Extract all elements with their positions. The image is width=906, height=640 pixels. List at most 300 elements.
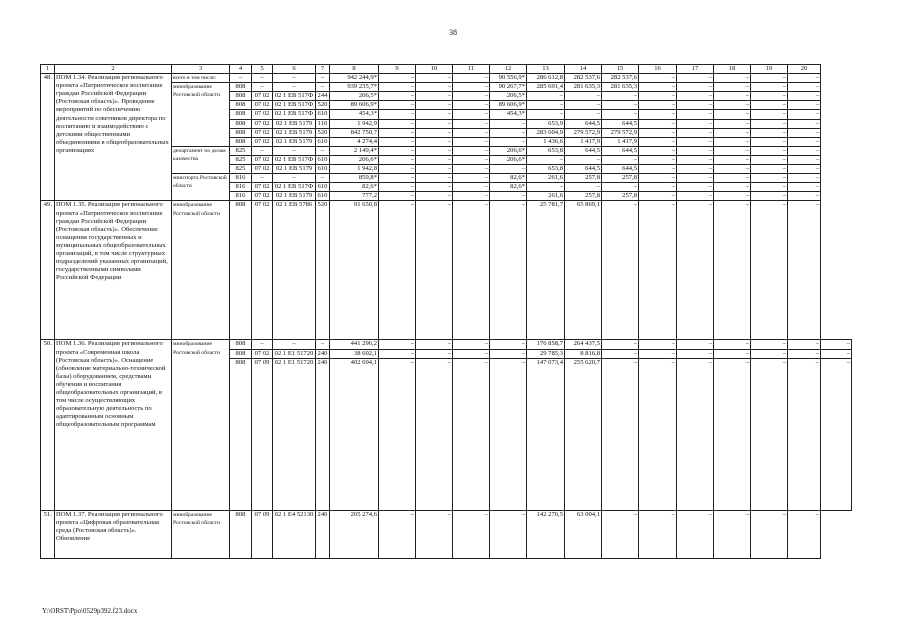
- value-cell: –: [751, 92, 788, 101]
- value-cell: –: [416, 192, 453, 201]
- value-cell: –: [788, 510, 821, 558]
- value-cell: –: [751, 201, 788, 340]
- value-cell: –: [788, 201, 821, 340]
- value-cell: –: [379, 119, 416, 128]
- value-cell: –: [788, 110, 821, 119]
- value-cell: 281 635,3: [602, 83, 639, 92]
- value-cell: –: [788, 83, 821, 92]
- value-cell: –: [379, 155, 416, 164]
- value-cell: –: [602, 201, 639, 340]
- value-cell: –: [273, 83, 316, 92]
- value-cell: –: [252, 174, 273, 183]
- value-cell: –: [788, 92, 821, 101]
- value-cell: –: [751, 183, 788, 192]
- value-cell: –: [677, 183, 714, 192]
- value-cell: 454,3*: [490, 110, 527, 119]
- value-cell: –: [788, 101, 821, 110]
- value-cell: –: [416, 119, 453, 128]
- value-cell: 808: [230, 119, 252, 128]
- value-cell: 206,5*: [490, 92, 527, 101]
- header-cell: 17: [677, 65, 714, 74]
- value-cell: –: [379, 183, 416, 192]
- value-cell: 825: [230, 146, 252, 155]
- value-cell: 206,6*: [490, 155, 527, 164]
- value-cell: –: [677, 146, 714, 155]
- table-row: [41, 201, 852, 340]
- value-cell: –: [639, 92, 677, 101]
- value-cell: –: [714, 146, 751, 155]
- value-cell: –: [677, 358, 714, 510]
- value-cell: 279 572,9: [602, 128, 639, 137]
- value-cell: –: [416, 358, 453, 510]
- header-cell: 12: [490, 65, 527, 74]
- value-cell: 89 606,9*: [330, 101, 379, 110]
- value-cell: –: [379, 358, 416, 510]
- value-cell: –: [565, 92, 602, 101]
- value-cell: –: [714, 137, 751, 146]
- executor-cell: минобразование Ростовской области: [172, 340, 230, 510]
- value-cell: –: [379, 74, 416, 83]
- value-cell: –: [714, 192, 751, 201]
- value-cell: –: [751, 510, 788, 558]
- value-cell: 4 274,4: [330, 137, 379, 146]
- value-cell: –: [453, 119, 490, 128]
- value-cell: –: [788, 358, 821, 510]
- value-cell: 07 02: [252, 101, 273, 110]
- value-cell: –: [788, 119, 821, 128]
- value-cell: 825: [230, 155, 252, 164]
- value-cell: 1 417,9: [565, 137, 602, 146]
- value-cell: 285 691,4: [527, 83, 565, 92]
- value-cell: 808: [230, 137, 252, 146]
- value-cell: 240: [316, 349, 330, 358]
- value-cell: 610: [316, 165, 330, 174]
- value-cell: 244: [316, 92, 330, 101]
- value-cell: 402 694,1: [330, 358, 379, 510]
- value-cell: –: [639, 201, 677, 340]
- value-cell: 07 02: [252, 110, 273, 119]
- value-cell: 29 785,3: [527, 349, 565, 358]
- value-cell: –: [273, 74, 316, 83]
- value-cell: 808: [230, 349, 252, 358]
- value-cell: 02 1 EВ 5786: [273, 201, 316, 340]
- value-cell: –: [639, 358, 677, 510]
- value-cell: –: [788, 349, 821, 358]
- value-cell: 808: [230, 358, 252, 510]
- value-cell: –: [490, 192, 527, 201]
- value-cell: –: [639, 83, 677, 92]
- value-cell: –: [751, 165, 788, 174]
- value-cell: –: [821, 358, 852, 510]
- value-cell: 842 750,7: [330, 128, 379, 137]
- value-cell: –: [490, 358, 527, 510]
- value-cell: 07 02: [252, 165, 273, 174]
- value-cell: 808: [230, 510, 252, 558]
- value-cell: –: [602, 155, 639, 164]
- value-cell: –: [788, 137, 821, 146]
- value-cell: –: [751, 128, 788, 137]
- value-cell: –: [821, 349, 852, 358]
- value-cell: 281 635,3: [565, 83, 602, 92]
- value-cell: 261,6: [527, 192, 565, 201]
- value-cell: –: [714, 358, 751, 510]
- value-cell: –: [379, 137, 416, 146]
- value-cell: 610: [316, 192, 330, 201]
- value-cell: 07 02: [252, 155, 273, 164]
- value-cell: –: [453, 146, 490, 155]
- value-cell: –: [379, 349, 416, 358]
- value-cell: –: [565, 155, 602, 164]
- value-cell: 644,5: [565, 165, 602, 174]
- value-cell: 07 02: [252, 201, 273, 340]
- value-cell: 89 606,9*: [490, 101, 527, 110]
- value-cell: –: [714, 110, 751, 119]
- value-cell: –: [714, 119, 751, 128]
- measure-description-cell: ПОМ 1.37. Реализация регионального проекта «Цифровая образовательная среда (Ростовская область)». Обновление: [55, 510, 172, 558]
- value-cell: 07 02: [252, 137, 273, 146]
- value-cell: –: [379, 510, 416, 558]
- value-cell: –: [453, 137, 490, 146]
- value-cell: –: [416, 92, 453, 101]
- value-cell: –: [639, 110, 677, 119]
- value-cell: –: [639, 174, 677, 183]
- value-cell: –: [639, 192, 677, 201]
- value-cell: 454,3*: [330, 110, 379, 119]
- value-cell: –: [453, 510, 490, 558]
- page-number: 38: [449, 28, 457, 37]
- value-cell: 808: [230, 340, 252, 349]
- value-cell: –: [416, 155, 453, 164]
- executor-cell: минобразование Ростовской области: [172, 83, 230, 147]
- value-cell: –: [453, 110, 490, 119]
- value-cell: 610: [316, 155, 330, 164]
- executor-cell: всего в том числе:: [172, 74, 230, 83]
- value-cell: 02 1 E4 52130: [273, 510, 316, 558]
- value-cell: –: [751, 110, 788, 119]
- value-cell: –: [714, 340, 751, 349]
- value-cell: –: [453, 349, 490, 358]
- value-cell: 02 1 EВ 517Ф: [273, 155, 316, 164]
- executor-cell: минспорта Ростовской области: [172, 174, 230, 201]
- value-cell: –: [316, 83, 330, 92]
- executor-cell: минобразование Ростовской области: [172, 201, 230, 340]
- value-cell: –: [453, 101, 490, 110]
- value-cell: 816: [230, 183, 252, 192]
- value-cell: –: [714, 74, 751, 83]
- value-cell: –: [751, 137, 788, 146]
- value-cell: 02 1 EВ 5179: [273, 165, 316, 174]
- value-cell: –: [453, 358, 490, 510]
- value-cell: 610: [316, 137, 330, 146]
- value-cell: 261,6: [527, 174, 565, 183]
- value-cell: –: [490, 349, 527, 358]
- value-cell: –: [677, 349, 714, 358]
- row-number-cell: 50.: [41, 340, 55, 510]
- value-cell: –: [453, 92, 490, 101]
- value-cell: 644,5: [602, 146, 639, 155]
- value-cell: –: [602, 110, 639, 119]
- value-cell: –: [453, 174, 490, 183]
- value-cell: 147 073,4: [527, 358, 565, 510]
- header-row: [41, 65, 852, 74]
- value-cell: –: [379, 83, 416, 92]
- value-cell: –: [602, 510, 639, 558]
- value-cell: 110: [316, 119, 330, 128]
- header-cell: 18: [714, 65, 751, 74]
- value-cell: –: [602, 349, 639, 358]
- value-cell: –: [677, 192, 714, 201]
- value-cell: –: [416, 349, 453, 358]
- value-cell: –: [788, 174, 821, 183]
- value-cell: –: [714, 165, 751, 174]
- value-cell: 816: [230, 174, 252, 183]
- value-cell: 07 02: [252, 183, 273, 192]
- value-cell: 808: [230, 128, 252, 137]
- value-cell: 653,9: [527, 119, 565, 128]
- header-cell: 4: [230, 65, 252, 74]
- value-cell: –: [751, 74, 788, 83]
- header-cell: 6: [273, 65, 316, 74]
- value-cell: –: [453, 128, 490, 137]
- value-cell: –: [639, 128, 677, 137]
- value-cell: –: [677, 83, 714, 92]
- value-cell: 644,5: [565, 119, 602, 128]
- value-cell: –: [379, 110, 416, 119]
- value-cell: –: [316, 146, 330, 155]
- value-cell: –: [602, 92, 639, 101]
- value-cell: 653,8: [527, 146, 565, 155]
- value-cell: –: [788, 155, 821, 164]
- value-cell: –: [714, 155, 751, 164]
- value-cell: –: [273, 146, 316, 155]
- value-cell: –: [379, 165, 416, 174]
- value-cell: –: [639, 74, 677, 83]
- value-cell: 808: [230, 201, 252, 340]
- value-cell: –: [379, 192, 416, 201]
- value-cell: –: [751, 146, 788, 155]
- value-cell: 02 1 EВ 5179: [273, 137, 316, 146]
- value-cell: –: [273, 340, 316, 349]
- value-cell: 07 09: [252, 510, 273, 558]
- value-cell: 264 437,5: [565, 340, 602, 349]
- value-cell: 808: [230, 101, 252, 110]
- value-cell: –: [416, 340, 453, 349]
- value-cell: –: [751, 155, 788, 164]
- value-cell: –: [527, 101, 565, 110]
- value-cell: 206,6*: [330, 155, 379, 164]
- value-cell: –: [788, 340, 821, 349]
- value-cell: –: [252, 74, 273, 83]
- value-cell: –: [677, 101, 714, 110]
- value-cell: –: [453, 201, 490, 340]
- value-cell: 02 1 E1 51720: [273, 349, 316, 358]
- value-cell: –: [821, 340, 852, 349]
- value-cell: –: [677, 119, 714, 128]
- value-cell: –: [252, 340, 273, 349]
- value-cell: –: [639, 101, 677, 110]
- value-cell: –: [677, 92, 714, 101]
- value-cell: 520: [316, 128, 330, 137]
- value-cell: 283 604,9: [527, 128, 565, 137]
- value-cell: –: [714, 128, 751, 137]
- value-cell: 644,5: [602, 119, 639, 128]
- value-cell: –: [714, 83, 751, 92]
- value-cell: –: [751, 174, 788, 183]
- value-cell: 610: [316, 183, 330, 192]
- value-cell: 240: [316, 510, 330, 558]
- value-cell: –: [379, 128, 416, 137]
- value-cell: –: [639, 349, 677, 358]
- value-cell: 257,8: [602, 192, 639, 201]
- executor-cell: минобразование Ростовской области: [172, 510, 230, 558]
- value-cell: 808: [230, 92, 252, 101]
- value-cell: –: [677, 340, 714, 349]
- value-cell: 1 417,9: [602, 137, 639, 146]
- value-cell: –: [788, 192, 821, 201]
- value-cell: –: [677, 174, 714, 183]
- value-cell: –: [788, 165, 821, 174]
- value-cell: –: [751, 101, 788, 110]
- value-cell: –: [490, 510, 527, 558]
- value-cell: –: [316, 74, 330, 83]
- value-cell: –: [639, 119, 677, 128]
- value-cell: 282 537,6: [602, 74, 639, 83]
- value-cell: 240: [316, 358, 330, 510]
- value-cell: –: [490, 340, 527, 349]
- value-cell: –: [453, 83, 490, 92]
- value-cell: 257,8: [602, 174, 639, 183]
- value-cell: –: [490, 128, 527, 137]
- value-cell: 02 1 EВ 517Ф: [273, 183, 316, 192]
- value-cell: 07 02: [252, 119, 273, 128]
- value-cell: –: [252, 83, 273, 92]
- value-cell: –: [714, 183, 751, 192]
- value-cell: 279 572,9: [565, 128, 602, 137]
- value-cell: –: [602, 183, 639, 192]
- value-cell: –: [788, 74, 821, 83]
- value-cell: 82,6*: [490, 174, 527, 183]
- value-cell: 65 869,1: [565, 201, 602, 340]
- value-cell: 07 02: [252, 349, 273, 358]
- value-cell: 257,8: [565, 174, 602, 183]
- value-cell: –: [639, 340, 677, 349]
- value-cell: 90 556,9*: [490, 74, 527, 83]
- value-cell: –: [453, 155, 490, 164]
- value-cell: 644,5: [565, 146, 602, 155]
- value-cell: –: [379, 174, 416, 183]
- value-cell: 257,8: [565, 192, 602, 201]
- row-number-cell: 48.: [41, 74, 55, 201]
- value-cell: –: [416, 110, 453, 119]
- value-cell: 808: [230, 83, 252, 92]
- header-cell: 2: [55, 65, 172, 74]
- value-cell: –: [677, 110, 714, 119]
- value-cell: –: [273, 174, 316, 183]
- header-cell: 3: [172, 65, 230, 74]
- value-cell: –: [639, 510, 677, 558]
- value-cell: –: [788, 146, 821, 155]
- value-cell: –: [565, 183, 602, 192]
- header-cell: 15: [602, 65, 639, 74]
- value-cell: 07 02: [252, 192, 273, 201]
- value-cell: 176 858,7: [527, 340, 565, 349]
- value-cell: –: [677, 165, 714, 174]
- value-cell: 1 942,9: [330, 119, 379, 128]
- value-cell: 441 296,2: [330, 340, 379, 349]
- value-cell: 644,5: [602, 165, 639, 174]
- value-cell: –: [677, 128, 714, 137]
- header-cell: 8: [330, 65, 379, 74]
- value-cell: 777,2: [330, 192, 379, 201]
- value-cell: –: [714, 101, 751, 110]
- measure-description-cell: ПОМ 1.34. Реализация регионального проекта «Патриотическое воспитание граждан Российской Федерации (Ростовская область)». Проведение мероприятий по обеспечению деятельности советников директора по воспитанию и взаимодействию с детскими общественными объединениями в общеобразовательных организациях: [55, 74, 172, 201]
- value-cell: –: [677, 510, 714, 558]
- header-cell: 1: [41, 65, 55, 74]
- value-cell: –: [639, 137, 677, 146]
- value-cell: –: [677, 74, 714, 83]
- value-cell: 2 149,4*: [330, 146, 379, 155]
- value-cell: –: [788, 128, 821, 137]
- value-cell: 07 02: [252, 128, 273, 137]
- header-cell: 11: [453, 65, 490, 74]
- value-cell: –: [416, 510, 453, 558]
- value-cell: –: [639, 165, 677, 174]
- value-cell: –: [379, 201, 416, 340]
- header-cell: 14: [565, 65, 602, 74]
- value-cell: –: [527, 92, 565, 101]
- row-number-cell: 49.: [41, 201, 55, 340]
- measure-description-cell: ПОМ 1.36. Реализация регионального проекта «Современная школа (Ростовская область)». Оснащение (обновление материально-технической базы) оборудованием, средствами обучения и воспитания общеобразовательных организаций, в том числе осуществляющих образовательную деятельность по адаптированным основным общеобразовательным программам: [55, 340, 172, 510]
- measure-description-cell: ПОМ 1.35. Реализация регионального проекта «Патриотическое воспитание граждан Российской Федерации (Ростовская область)». Обеспечение оснащения государственных и муниципальных общеобразовательных организаций, в том числе структурных подразделений указанных организаций, государственными символами Российской Федерации: [55, 201, 172, 340]
- value-cell: –: [416, 74, 453, 83]
- value-cell: –: [714, 174, 751, 183]
- value-cell: 610: [316, 110, 330, 119]
- value-cell: 1 436,6: [527, 137, 565, 146]
- value-cell: 653,8: [527, 165, 565, 174]
- value-cell: –: [751, 83, 788, 92]
- value-cell: 02 1 EВ 517Ф: [273, 101, 316, 110]
- value-cell: 816: [230, 192, 252, 201]
- value-cell: –: [677, 155, 714, 164]
- header-cell: 19: [751, 65, 788, 74]
- value-cell: 90 267,7*: [490, 83, 527, 92]
- value-cell: 25 781,7: [527, 201, 565, 340]
- value-cell: 520: [316, 101, 330, 110]
- value-cell: 07 09: [252, 358, 273, 510]
- value-cell: –: [416, 183, 453, 192]
- value-cell: 286 612,8: [527, 74, 565, 83]
- value-cell: –: [379, 92, 416, 101]
- value-cell: –: [453, 192, 490, 201]
- value-cell: –: [602, 340, 639, 349]
- value-cell: –: [677, 137, 714, 146]
- value-cell: –: [751, 192, 788, 201]
- header-cell: 5: [252, 65, 273, 74]
- value-cell: 206,5*: [330, 92, 379, 101]
- value-cell: 142 270,5: [527, 510, 565, 558]
- value-cell: 205 274,6: [330, 510, 379, 558]
- header-cell: 9: [379, 65, 416, 74]
- value-cell: 808: [230, 110, 252, 119]
- value-cell: –: [639, 183, 677, 192]
- header-cell: 13: [527, 65, 565, 74]
- value-cell: –: [714, 201, 751, 340]
- value-cell: 07 02: [252, 92, 273, 101]
- value-cell: 02 1 E1 51720: [273, 358, 316, 510]
- value-cell: 939 235,7*: [330, 83, 379, 92]
- value-cell: –: [316, 174, 330, 183]
- value-cell: –: [490, 201, 527, 340]
